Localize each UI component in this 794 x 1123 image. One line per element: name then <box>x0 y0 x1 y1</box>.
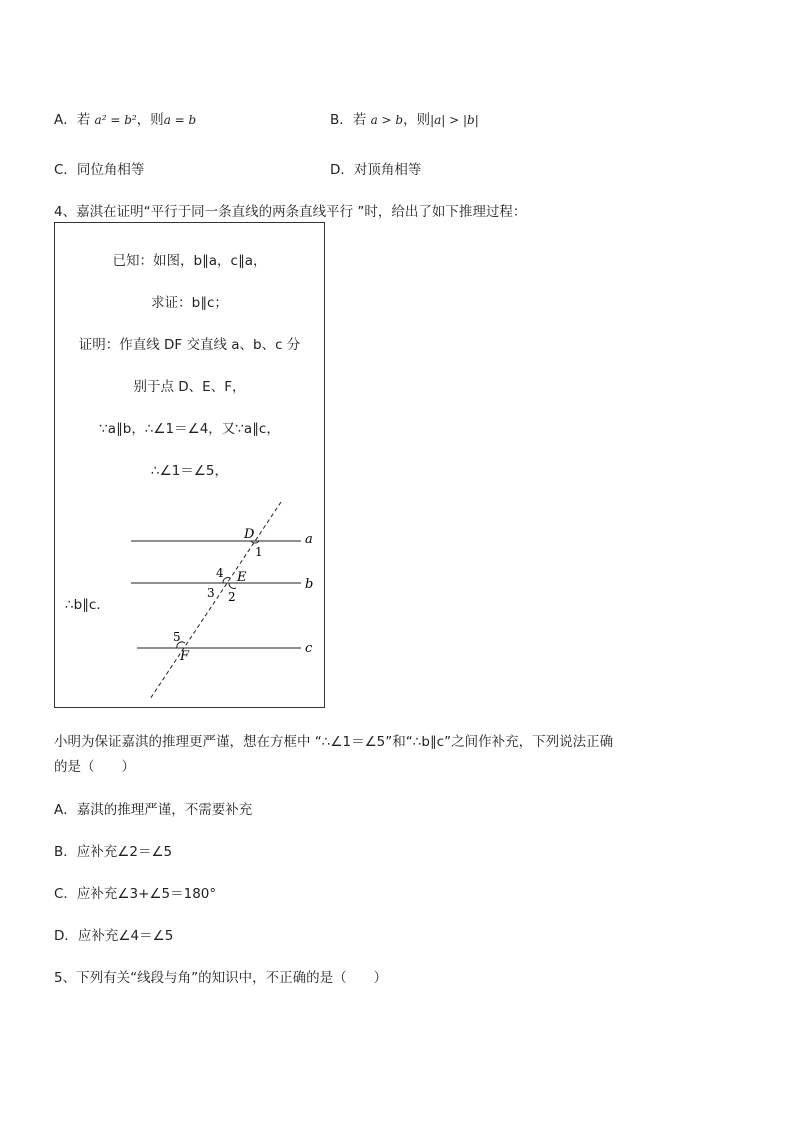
question-4-stem: 4、嘉淇在证明“平行于同一条直线的两条直线平行 ”时，给出了如下推理过程： <box>54 204 527 220</box>
option-3b: B．若 a > b，则|a| > |b| <box>330 112 479 128</box>
proof-line-1: 证明：作直线 DF 交直线 a、b、c 分 <box>78 337 301 353</box>
proof-prove: 求证：b∥c； <box>151 295 228 311</box>
option-3a-result: a = b <box>163 113 197 127</box>
label-point-f: F <box>180 649 190 664</box>
label-point-d: D <box>244 527 255 542</box>
option-4a: A．嘉淇的推理严谨，不需要补充 <box>54 802 253 818</box>
option-4d: D．应补充∠4＝∠5 <box>54 928 174 944</box>
label-angle-1: 1 <box>255 545 263 559</box>
proof-step-1: ∵a∥b，∴∠1＝∠4，又∵a∥c， <box>99 421 280 437</box>
proof-line-2: 别于点 D、E、F， <box>133 379 246 395</box>
label-angle-2: 2 <box>228 590 236 604</box>
label-angle-4: 4 <box>216 566 224 580</box>
label-angle-3: 3 <box>207 586 215 600</box>
option-3d: D．对顶角相等 <box>330 162 422 178</box>
option-3a-condition: a² = b² <box>94 113 137 127</box>
label-line-c: c <box>305 641 313 656</box>
parallel-lines-figure <box>55 223 326 709</box>
label-line-b: b <box>305 577 314 592</box>
option-3a: A．若 a² = b²，则a = b <box>54 112 197 128</box>
arc-angle-2 <box>229 583 236 588</box>
option-3c: C．同位角相等 <box>54 162 145 178</box>
question-5-stem: 5、下列有关“线段与角”的知识中，不正确的是（ ） <box>54 970 388 986</box>
label-line-a: a <box>305 532 313 547</box>
transversal-df <box>150 502 281 699</box>
proof-given: 已知：如图，b∥a，c∥a， <box>112 253 267 269</box>
label-point-e: E <box>237 570 247 585</box>
option-3b-condition: a > b <box>370 113 404 127</box>
option-4c: C．应补充∠3+∠5＝180° <box>54 886 217 902</box>
option-4b: B．应补充∠2＝∠5 <box>54 844 173 860</box>
proof-step-2: ∴∠1＝∠5， <box>151 463 228 479</box>
proof-box <box>54 222 325 708</box>
question-4-prompt-line-1: 小明为保证嘉淇的推理更严谨，想在方框中 “∴∠1＝∠5”和“∴b∥c”之间作补充，下列说法正确 <box>54 734 614 750</box>
question-4-prompt-line-2: 的是（ ） <box>54 759 135 775</box>
proof-conclusion: ∴b∥c． <box>65 597 110 613</box>
label-angle-5: 5 <box>173 630 181 644</box>
option-3b-result: |a| > |b| <box>430 113 479 127</box>
